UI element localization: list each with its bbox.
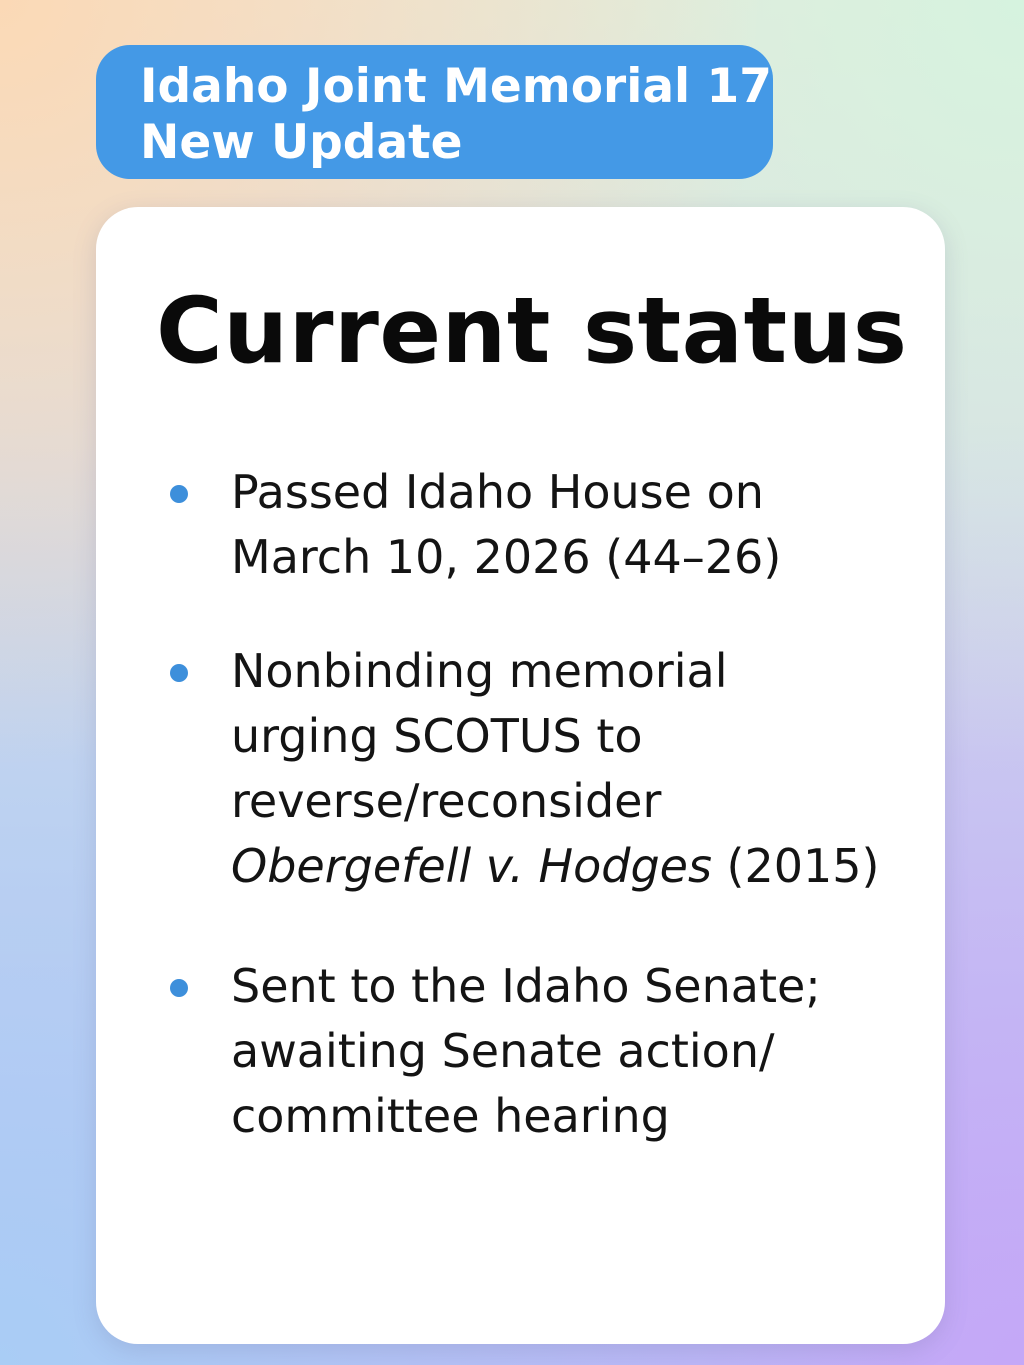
header-badge (96, 45, 773, 179)
item-line: committee hearing (231, 1089, 670, 1143)
list-item-text (231, 460, 921, 590)
case-year: (2015) (726, 839, 880, 893)
bullet-icon (170, 664, 188, 682)
item-line: reverse/reconsider (231, 774, 662, 828)
item-line: March 10, 2026 (44–26) (231, 530, 782, 584)
item-line: awaiting Senate action/ (231, 1024, 775, 1078)
item-line: Nonbinding memorial (231, 644, 728, 698)
case-name: Obergefell v. Hodges (231, 839, 712, 893)
list-item-text (231, 954, 921, 1149)
bullet-icon (170, 485, 188, 503)
header-subtitle: New Update (140, 115, 463, 170)
card-title: Current status (156, 279, 908, 384)
header-title: Idaho Joint Memorial 17 (140, 59, 772, 114)
bullet-icon (170, 979, 188, 997)
item-line: Sent to the Idaho Senate; (231, 959, 821, 1013)
item-line: urging SCOTUS to (231, 709, 643, 763)
item-line: Passed Idaho House on (231, 465, 764, 519)
item-line-citation (231, 834, 921, 899)
list-item-text (231, 639, 921, 899)
status-card (96, 207, 945, 1344)
